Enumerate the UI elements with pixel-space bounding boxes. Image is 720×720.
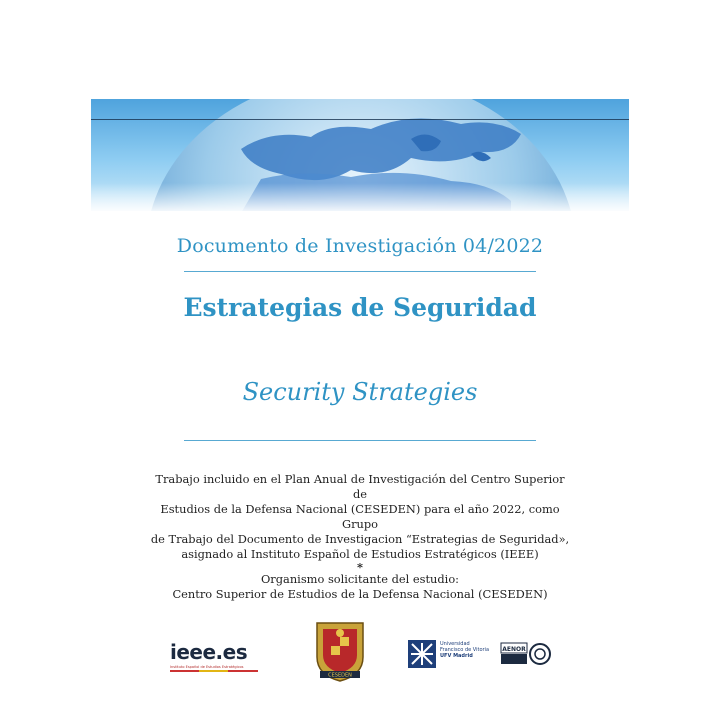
- description-block: [150, 472, 570, 602]
- title-spanish: Estrategias de Seguridad: [183, 293, 537, 322]
- description-line: Estudios de la Defensa Nacional (CESEDEN) para el año 2022, como Grupo: [160, 502, 560, 531]
- description-line: Trabajo incluido en el Plan Anual de Investigación del Centro Superior de: [155, 472, 565, 501]
- aenor-icon: [500, 641, 552, 667]
- ufv-text: [440, 641, 500, 659]
- requester-name: Centro Superior de Estudios de la Defensa Nacional (CESEDEN): [172, 587, 548, 601]
- shield-ribbon-text: CESEDEN: [328, 672, 352, 679]
- ufv-line3: UFV Madrid: [440, 653, 473, 659]
- banner-rule: [91, 119, 629, 120]
- ufv-logo: [408, 638, 498, 674]
- globe-banner: [91, 99, 629, 211]
- ufv-emblem-icon: [408, 640, 436, 668]
- top-divider: [184, 271, 536, 272]
- requester-label: Organismo solicitante del estudio:: [260, 572, 460, 586]
- title-english: Security Strategies: [242, 378, 478, 406]
- ieee-color-bar: [170, 670, 258, 672]
- separator-asterisk: *: [357, 560, 363, 574]
- banner-fade: [91, 183, 629, 211]
- bottom-divider: [184, 440, 536, 441]
- ieee-tagline: Instituto Español de Estudios Estratégicos: [170, 665, 244, 669]
- ieee-logo: [170, 640, 262, 674]
- shield-icon: [314, 621, 366, 683]
- document-number: Documento de Investigación 04/2022: [176, 235, 544, 257]
- ufv-line2: Francisco de Vitoria: [440, 647, 490, 653]
- description-line: asignado al Instituto Español de Estudios Estratégicos (IEEE): [181, 547, 539, 561]
- ieee-wordmark: ieee.es: [170, 640, 248, 664]
- ceseden-shield-logo: [314, 621, 366, 683]
- ufv-line1: Universidad: [440, 641, 470, 647]
- aenor-word: AENOR: [502, 646, 526, 653]
- aenor-certification-logo: [500, 641, 552, 667]
- description-line: de Trabajo del Documento de Investigacion “Estrategias de Seguridad»,: [150, 532, 570, 546]
